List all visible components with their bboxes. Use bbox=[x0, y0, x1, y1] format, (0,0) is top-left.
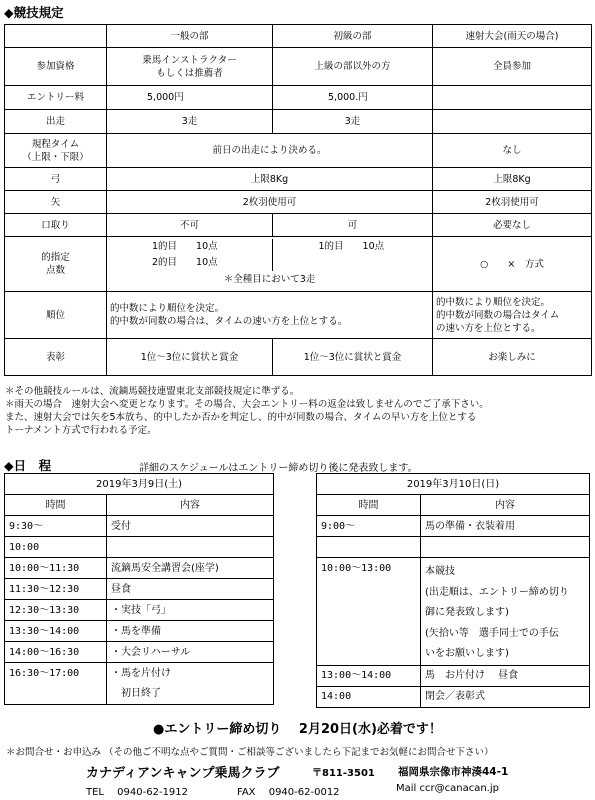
day2-content: 馬の準備・衣装着用 bbox=[421, 516, 590, 537]
award-beginner: 1位～3位に賞状と賞金 bbox=[273, 339, 433, 376]
award-general: 1位～3位に賞状と賞金 bbox=[107, 339, 273, 376]
label-runs: 出走 bbox=[5, 110, 107, 134]
eligibility-rain: 全員参加 bbox=[433, 48, 592, 86]
rules-corner bbox=[5, 25, 107, 48]
day2-table bbox=[316, 473, 590, 708]
runs-beginner: 3走 bbox=[273, 110, 433, 134]
rules-table bbox=[4, 24, 592, 376]
day1-time: 13:30～14:00 bbox=[5, 621, 107, 642]
day1-time: 10:00～11:30 bbox=[5, 558, 107, 579]
label-award: 表彰 bbox=[5, 339, 107, 376]
entry-fee-rain bbox=[433, 86, 592, 110]
tel-number: TEL 0940-62-1912 bbox=[86, 787, 189, 798]
day2-time: 14:00 bbox=[317, 686, 421, 707]
label-time-limit: 規程タイム （上限・下限） bbox=[5, 134, 107, 168]
entry-fee-general: 5,000円 bbox=[107, 86, 273, 110]
note-line-1: ＊その他競技ルールは、流鏑馬競技連盟東北支部競技規定に準ずる。 bbox=[5, 386, 300, 397]
day2-time bbox=[317, 537, 421, 558]
day2-time: 13:00～14:00 bbox=[317, 665, 421, 686]
day1-content: ・実技「弓」 bbox=[107, 600, 274, 621]
day2-time: 10:00～13:00 bbox=[317, 558, 421, 666]
schedule-intro: 詳細のスケジュールはエントリー締め切り後に発表致します。 bbox=[139, 463, 418, 474]
header-general: 一般の部 bbox=[107, 25, 273, 48]
arrow-rain: 2枚羽使用可 bbox=[433, 191, 592, 214]
day1-time: 14:00～16:30 bbox=[5, 642, 107, 663]
day1-content: 受付 bbox=[107, 516, 274, 537]
day2-col-time: 時間 bbox=[317, 495, 421, 516]
label-entry-fee: エントリー料 bbox=[5, 86, 107, 110]
note-line-2: ＊雨天の場合 速射大会へ変更となります。その場合、大会エントリー料の返金は致しませんのでご了承下さい。 bbox=[5, 399, 489, 410]
inquiry-text: ＊お問合せ・お申込み （その他ご不明な点やご質問・ご相談等ございましたら下記までお気軽にお問合せ下さい） bbox=[6, 747, 494, 758]
label-eligibility: 参加資格 bbox=[5, 48, 107, 86]
day1-content: 昼食 bbox=[107, 579, 274, 600]
note-line-3: また、速射大会では矢を5本放ち、的中したか否かを判定し、的中が同数の場合、タイムの早い方を上位とする bbox=[5, 412, 477, 423]
award-rain: お楽しみに bbox=[433, 339, 592, 376]
day2-content: 本競技 (出走順は、エントリー締め切り 御に発表致します) (矢拾い等 選手同士での手伝 いをお願いします) bbox=[421, 558, 590, 666]
day2-content: 馬 お片付け 昼食 bbox=[421, 665, 590, 686]
day2-col-content: 内容 bbox=[421, 495, 590, 516]
fax-number: FAX 0940-62-0012 bbox=[237, 787, 340, 798]
rules-title: ◆競技規定 bbox=[4, 5, 64, 20]
day2-content bbox=[421, 537, 590, 558]
eligibility-general: 乗馬インストラクター もしくは推薦者 bbox=[107, 48, 273, 86]
targets-note: ＊全種目において3走 bbox=[223, 274, 316, 285]
bow-rain: 上限8Kg bbox=[433, 168, 592, 191]
time-limit-rain: なし bbox=[433, 134, 592, 168]
day2-date: 2019年3月10日(日) bbox=[317, 474, 590, 495]
schedule-title: ◆日 程 bbox=[4, 458, 52, 473]
arrow-merged: 2枚羽使用可 bbox=[107, 191, 433, 214]
label-arrow: 矢 bbox=[5, 191, 107, 214]
header-rain: 速射大会(雨天の場合) bbox=[433, 25, 592, 48]
day1-time: 12:30～13:30 bbox=[5, 600, 107, 621]
club-address: 福岡県宗像市神湊44-1 bbox=[398, 766, 509, 778]
day1-col-time: 時間 bbox=[5, 495, 107, 516]
targets-rain: ○ × 方式 bbox=[433, 237, 592, 292]
note-line-4: トーナメント方式で行われる予定。 bbox=[5, 425, 157, 436]
day1-time: 16:30～17:00 bbox=[5, 663, 107, 684]
day1-table bbox=[4, 473, 274, 705]
mouth-rain: 必要なし bbox=[433, 214, 592, 237]
runs-general: 3走 bbox=[107, 110, 273, 134]
day1-col-content: 内容 bbox=[107, 495, 274, 516]
day1-time: 11:30～12:30 bbox=[5, 579, 107, 600]
targets-general: 1的目 10点 2的目 10点 bbox=[152, 241, 218, 268]
label-targets: 的指定 点数 bbox=[5, 237, 107, 292]
label-ranking: 順位 bbox=[5, 292, 107, 339]
label-bow: 弓 bbox=[5, 168, 107, 191]
entry-fee-beginner: 5,000.円 bbox=[273, 86, 433, 110]
header-beginner: 初級の部 bbox=[273, 25, 433, 48]
targets-beginner: 1的目 10点 bbox=[272, 239, 432, 271]
targets-merged bbox=[107, 237, 433, 292]
day1-content: ・馬を片付け bbox=[107, 663, 274, 684]
mouth-general: 不可 bbox=[107, 214, 273, 237]
eligibility-beginner: 上級の部以外の方 bbox=[273, 48, 433, 86]
day1-content bbox=[107, 537, 274, 558]
postal-code: 〒811-3501 bbox=[312, 768, 375, 779]
ranking-rain: 的中数により順位を決定。 的中数が同数の場合はタイム の速い方を上位とする。 bbox=[433, 292, 592, 339]
mouth-beginner: 可 bbox=[273, 214, 433, 237]
day1-time: 10:00 bbox=[5, 537, 107, 558]
day2-time: 9:00～ bbox=[317, 516, 421, 537]
ranking-merged: 的中数により順位を決定。 的中数が同数の場合は、タイムの速い方を上位とする。 bbox=[107, 292, 433, 339]
label-mouth: 口取り bbox=[5, 214, 107, 237]
day1-content: ・馬を準備 bbox=[107, 621, 274, 642]
entry-deadline: ●エントリー締め切り 2月20日(水)必着です！ bbox=[153, 722, 442, 737]
day1-time: 9:30～ bbox=[5, 516, 107, 537]
day1-date: 2019年3月9日(土) bbox=[5, 474, 274, 495]
day1-content: 初日終了 bbox=[107, 684, 274, 705]
day1-content: ・大会リハーサル bbox=[107, 642, 274, 663]
day1-time bbox=[5, 684, 107, 705]
bow-merged: 上限8Kg bbox=[107, 168, 433, 191]
time-limit-merged: 前日の出走により決める。 bbox=[107, 134, 433, 168]
club-name: カナディアンキャンプ乗馬クラブ bbox=[86, 766, 280, 781]
day1-content: 流鏑馬安全講習会(座学) bbox=[107, 558, 274, 579]
mail-address: Mail ccr@canacan.jp bbox=[396, 783, 499, 794]
runs-rain bbox=[433, 110, 592, 134]
day2-content: 閉会／表彰式 bbox=[421, 686, 590, 707]
